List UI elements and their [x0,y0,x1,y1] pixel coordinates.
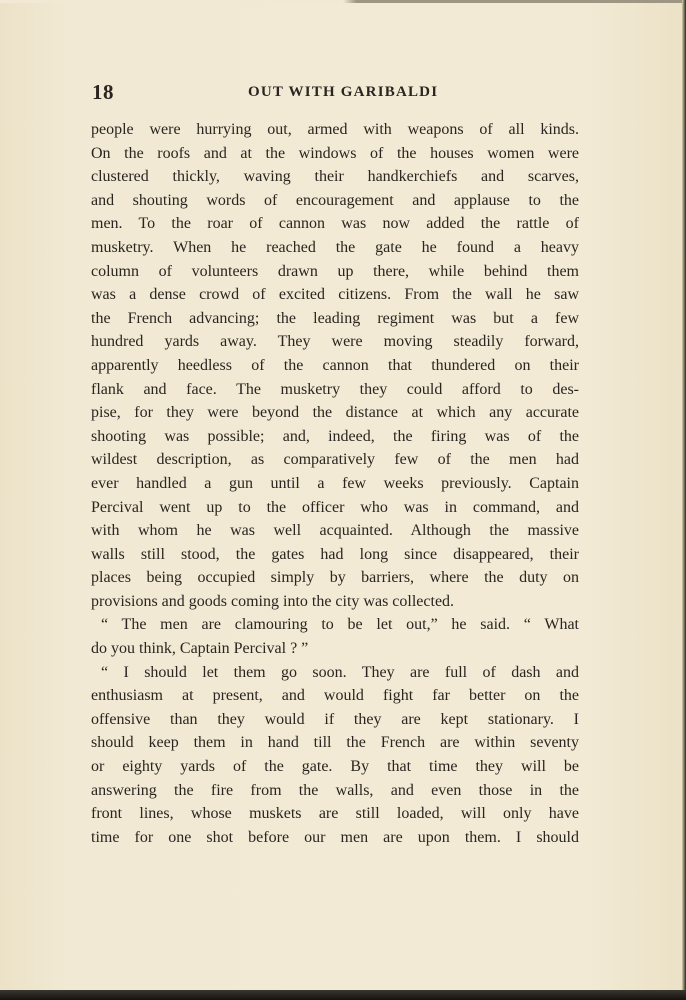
text-line: clustered thickly, waving their handkerchiefs and scarves, [91,168,579,186]
text-line: “ I should let them go soon. They are full of dash and [101,663,579,681]
text-line: provisions and goods coming into the city was collected. [91,592,455,610]
page-top-edge [0,0,686,3]
text-line: offensive than they would if they are kept stationary. I [91,710,579,728]
page-right-edge [682,0,686,1000]
text-line: should keep them in hand till the French are within seventy [91,734,579,752]
text-line: with whom he was well acquainted. Although the massive [91,522,579,540]
body-text [91,118,579,849]
text-line: “ The men are clamouring to be let out,” he said. “ What [101,616,579,634]
text-line: apparently heedless of the cannon that thundered on their [91,356,579,374]
text-line: answering the fire from the walls, and even those in the [91,781,579,799]
text-line: people were hurrying out, armed with weapons of all kinds. [91,121,579,138]
text-line: musketry. When he reached the gate he found a heavy [91,238,579,256]
text-line: enthusiasm at present, and would fight far better on the [91,687,579,705]
text-line: front lines, whose muskets are still loaded, will only have [91,805,579,823]
text-line: time for one shot before our men are upon them. I should [91,828,579,846]
text-line: and shouting words of encouragement and applause to the [91,191,579,209]
text-line: walls still stood, the gates had long since disappeared, their [91,545,579,563]
page-bottom-edge [0,990,686,1000]
text-line: men. To the roar of cannon was now added the rattle of [91,215,579,233]
text-line: or eighty yards of the gate. By that time they will be [91,758,579,776]
text-line: places being occupied simply by barriers, where the duty on [91,569,579,587]
text-line: do you think, Captain Percival ? ” [91,640,309,658]
page-number: 18 [92,80,114,104]
text-line: shooting was possible; and, indeed, the firing was of the [91,427,579,445]
text-line: flank and face. The musketry they could afford to des- [91,380,579,398]
text-line: ever handled a gun until a few weeks previously. Captain [91,474,579,492]
running-head: OUT WITH GARIBALDI [248,84,439,100]
text-line: the French advancing; the leading regiment was but a few [91,309,579,327]
text-line: was a dense crowd of excited citizens. From the wall he saw [91,286,579,304]
text-line: wildest description, as comparatively few of the men had [91,451,579,469]
text-line: On the roofs and at the windows of the houses women were [91,144,579,162]
text-line: pise, for they were beyond the distance at which any accurate [91,404,579,422]
page-header [92,80,580,106]
text-line: hundred yards away. They were moving steadily forward, [91,333,579,351]
text-line: Percival went up to the officer who was in command, and [91,498,579,516]
text-line: column of volunteers drawn up there, while behind them [91,262,579,280]
